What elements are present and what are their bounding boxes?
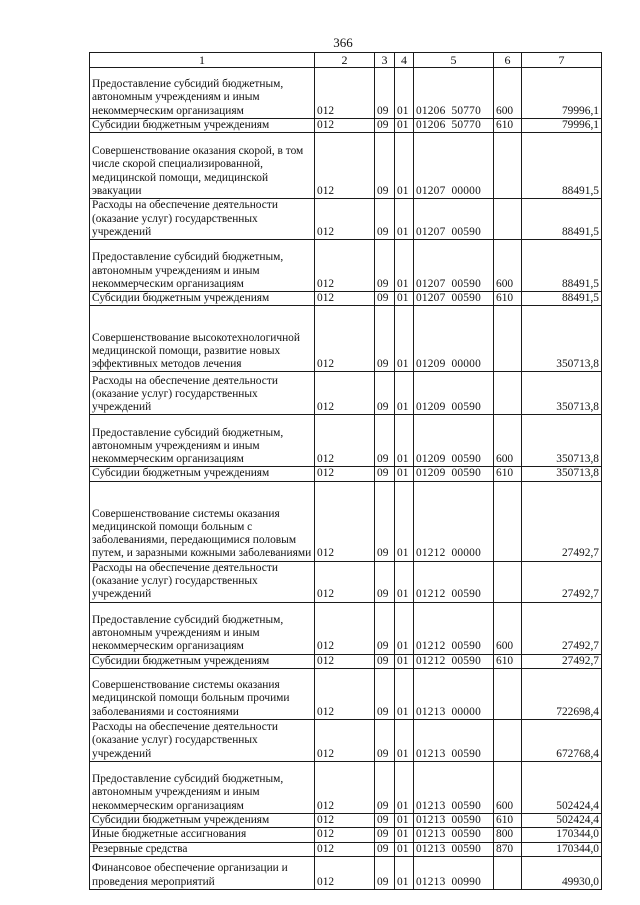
row-section-cell: 09 [375, 481, 395, 561]
target-article-part-b: 00990 [451, 875, 481, 888]
target-article-part-a: 01209 [416, 453, 446, 466]
row-name-cell: Субсидии бюджетным учреждениям [90, 813, 315, 827]
target-article-part-b: 50770 [451, 104, 481, 117]
row-name-cell: Предоставление субсидий бюджетным, автономным учреждениям и иным некоммерческим организациям [90, 68, 315, 119]
table-row [90, 481, 602, 561]
table-row [90, 654, 602, 668]
row-section-cell: 09 [375, 561, 395, 602]
target-article-part-a: 01212 [416, 640, 446, 653]
target-article-part-b: 00590 [451, 842, 481, 855]
target-article-part-b: 00590 [451, 292, 481, 305]
row-subsection-cell: 01 [395, 761, 414, 813]
row-section-cell: 09 [375, 415, 395, 467]
row-expense-type-cell [494, 481, 522, 561]
target-article-part-a: 01212 [416, 547, 446, 560]
row-subsection-cell: 01 [395, 602, 414, 654]
header-col-3: 3 [375, 53, 395, 68]
target-article-part-a: 01206 [416, 119, 446, 131]
row-subsection-cell: 01 [395, 481, 414, 561]
table-row [90, 561, 602, 602]
row-amount-cell: 27492,7 [522, 654, 602, 668]
row-expense-type-cell: 600 [494, 240, 522, 292]
row-target-article-cell [414, 119, 494, 133]
row-subsection-cell: 01 [395, 561, 414, 602]
row-section-cell: 09 [375, 119, 395, 133]
row-subsection-cell: 01 [395, 372, 414, 415]
row-ministry-cell: 012 [315, 240, 375, 292]
target-article-part-a: 01207 [416, 277, 446, 290]
table-row [90, 133, 602, 199]
header-col-2: 2 [315, 53, 375, 68]
row-section-cell: 09 [375, 856, 395, 889]
target-article-part-b: 00590 [451, 467, 481, 480]
row-name-cell: Резервные средства [90, 842, 315, 856]
row-target-article-cell [414, 813, 494, 827]
row-target-article-cell [414, 306, 494, 372]
row-amount-cell: 88491,5 [522, 199, 602, 240]
row-section-cell: 09 [375, 654, 395, 668]
row-subsection-cell: 01 [395, 306, 414, 372]
row-amount-cell: 27492,7 [522, 481, 602, 561]
row-ministry-cell: 012 [315, 68, 375, 119]
row-amount-cell: 79996,1 [522, 119, 602, 133]
row-name-cell: Предоставление субсидий бюджетным, автономным учреждениям и иным некоммерческим организациям [90, 240, 315, 292]
row-subsection-cell: 01 [395, 119, 414, 133]
target-article-part-b: 00000 [451, 705, 481, 718]
target-article-part-b: 00590 [451, 453, 481, 466]
row-name-cell: Совершенствование системы оказания медицинской помощи больным с заболеваниями, передающимися половым путем, и заразными кожными заболеваниями [90, 481, 315, 561]
header-col-1: 1 [90, 53, 315, 68]
row-target-article-cell [414, 467, 494, 481]
row-amount-cell: 502424,4 [522, 813, 602, 827]
row-target-article-cell [414, 828, 494, 842]
row-subsection-cell: 01 [395, 292, 414, 306]
page-number: 366 [333, 35, 353, 50]
table-row [90, 813, 602, 827]
row-subsection-cell: 01 [395, 813, 414, 827]
table-row [90, 719, 602, 761]
row-ministry-cell: 012 [315, 761, 375, 813]
row-ministry-cell: 012 [315, 602, 375, 654]
row-target-article-cell [414, 133, 494, 199]
row-expense-type-cell [494, 306, 522, 372]
row-target-article-cell [414, 372, 494, 415]
target-article-part-a: 01207 [416, 225, 446, 238]
row-name-cell: Финансовое обеспечение организации и проведения мероприятий [90, 856, 315, 889]
row-amount-cell: 502424,4 [522, 761, 602, 813]
row-amount-cell: 88491,5 [522, 240, 602, 292]
table-row [90, 68, 602, 119]
target-article-part-b: 00590 [451, 747, 481, 760]
row-section-cell: 09 [375, 602, 395, 654]
header-col-7: 7 [522, 53, 602, 68]
row-amount-cell: 88491,5 [522, 133, 602, 199]
row-name-cell: Расходы на обеспечение деятельности (оказание услуг) государственных учреждений [90, 561, 315, 602]
row-target-article-cell [414, 240, 494, 292]
target-article-part-a: 01212 [416, 588, 446, 601]
row-ministry-cell: 012 [315, 813, 375, 827]
row-target-article-cell [414, 761, 494, 813]
row-expense-type-cell: 600 [494, 761, 522, 813]
row-subsection-cell: 01 [395, 668, 414, 719]
row-name-cell: Субсидии бюджетным учреждениям [90, 654, 315, 668]
row-amount-cell: 79996,1 [522, 68, 602, 119]
row-name-cell: Совершенствование системы оказания медицинской помощи больным прочими заболеваниями и состояниями [90, 668, 315, 719]
table-row [90, 292, 602, 306]
target-article-part-a: 01207 [416, 185, 446, 197]
row-name-cell: Расходы на обеспечение деятельности (оказание услуг) государственных учреждений [90, 199, 315, 240]
row-amount-cell: 170344,0 [522, 828, 602, 842]
table-row [90, 828, 602, 842]
row-section-cell: 09 [375, 292, 395, 306]
row-target-article-cell [414, 654, 494, 668]
row-name-cell: Расходы на обеспечение деятельности (оказание услуг) государственных учреждений [90, 372, 315, 415]
row-target-article-cell [414, 481, 494, 561]
target-article-part-b: 50770 [451, 119, 481, 131]
row-expense-type-cell [494, 719, 522, 761]
row-target-article-cell [414, 415, 494, 467]
row-amount-cell: 722698,4 [522, 668, 602, 719]
row-ministry-cell: 012 [315, 467, 375, 481]
row-expense-type-cell: 610 [494, 292, 522, 306]
table-row [90, 602, 602, 654]
header-col-6: 6 [494, 53, 522, 68]
target-article-part-a: 01209 [416, 467, 446, 480]
table-body [90, 68, 602, 890]
row-target-article-cell [414, 842, 494, 856]
row-ministry-cell: 012 [315, 306, 375, 372]
row-ministry-cell: 012 [315, 119, 375, 133]
row-name-cell: Совершенствование оказания скорой, в том числе скорой специализированной, медицинской помощи, медицинской эвакуации [90, 133, 315, 199]
row-amount-cell: 350713,8 [522, 415, 602, 467]
target-article-part-a: 01213 [416, 705, 446, 718]
header-row [90, 53, 602, 68]
table-row [90, 668, 602, 719]
row-section-cell: 09 [375, 842, 395, 856]
row-ministry-cell: 012 [315, 292, 375, 306]
row-ministry-cell: 012 [315, 654, 375, 668]
row-name-cell: Совершенствование высокотехнологичной медицинской помощи, развитие новых эффективных методов лечения [90, 306, 315, 372]
row-subsection-cell: 01 [395, 856, 414, 889]
budget-table [89, 52, 602, 890]
row-ministry-cell: 012 [315, 133, 375, 199]
row-name-cell: Субсидии бюджетным учреждениям [90, 467, 315, 481]
target-article-part-a: 01213 [416, 813, 446, 826]
row-ministry-cell: 012 [315, 828, 375, 842]
target-article-part-a: 01209 [416, 401, 446, 414]
table-row [90, 119, 602, 133]
row-ministry-cell: 012 [315, 561, 375, 602]
row-name-cell: Предоставление субсидий бюджетным, автономным учреждениям и иным некоммерческим организациям [90, 761, 315, 813]
row-expense-type-cell: 870 [494, 842, 522, 856]
row-ministry-cell: 012 [315, 842, 375, 856]
row-ministry-cell: 012 [315, 481, 375, 561]
row-ministry-cell: 012 [315, 372, 375, 415]
table-row [90, 856, 602, 889]
row-name-cell: Расходы на обеспечение деятельности (оказание услуг) государственных учреждений [90, 719, 315, 761]
target-article-part-b: 00590 [451, 640, 481, 653]
row-amount-cell: 350713,8 [522, 372, 602, 415]
row-amount-cell: 672768,4 [522, 719, 602, 761]
target-article-part-b: 00590 [451, 588, 481, 601]
row-subsection-cell: 01 [395, 199, 414, 240]
row-amount-cell: 27492,7 [522, 602, 602, 654]
row-expense-type-cell [494, 133, 522, 199]
table-row [90, 761, 602, 813]
row-section-cell: 09 [375, 240, 395, 292]
row-amount-cell: 350713,8 [522, 467, 602, 481]
row-expense-type-cell: 600 [494, 602, 522, 654]
row-target-article-cell [414, 68, 494, 119]
target-article-part-a: 01207 [416, 292, 446, 305]
target-article-part-b: 00590 [451, 277, 481, 290]
header-col-5: 5 [414, 53, 494, 68]
row-section-cell: 09 [375, 828, 395, 842]
row-section-cell: 09 [375, 813, 395, 827]
target-article-part-b: 00590 [451, 401, 481, 414]
row-section-cell: 09 [375, 719, 395, 761]
table-row [90, 306, 602, 372]
row-expense-type-cell: 600 [494, 415, 522, 467]
table-row [90, 372, 602, 415]
table-row [90, 842, 602, 856]
row-subsection-cell: 01 [395, 133, 414, 199]
table-row [90, 467, 602, 481]
row-ministry-cell: 012 [315, 719, 375, 761]
row-target-article-cell [414, 602, 494, 654]
row-section-cell: 09 [375, 306, 395, 372]
target-article-part-b: 00590 [451, 799, 481, 812]
target-article-part-a: 01206 [416, 104, 446, 117]
table-row [90, 415, 602, 467]
table-row [90, 199, 602, 240]
row-subsection-cell: 01 [395, 842, 414, 856]
row-name-cell: Иные бюджетные ассигнования [90, 828, 315, 842]
row-ministry-cell: 012 [315, 199, 375, 240]
target-article-part-b: 00590 [451, 225, 481, 238]
row-subsection-cell: 01 [395, 467, 414, 481]
row-expense-type-cell: 610 [494, 813, 522, 827]
row-amount-cell: 49930,0 [522, 856, 602, 889]
row-target-article-cell [414, 561, 494, 602]
row-subsection-cell: 01 [395, 240, 414, 292]
target-article-part-a: 01213 [416, 747, 446, 760]
row-expense-type-cell: 610 [494, 119, 522, 133]
target-article-part-b: 00590 [451, 813, 481, 826]
target-article-part-a: 01213 [416, 828, 446, 841]
row-expense-type-cell: 600 [494, 68, 522, 119]
target-article-part-a: 01209 [416, 358, 446, 371]
row-subsection-cell: 01 [395, 828, 414, 842]
row-amount-cell: 88491,5 [522, 292, 602, 306]
row-expense-type-cell [494, 561, 522, 602]
row-amount-cell: 350713,8 [522, 306, 602, 372]
target-article-part-a: 01212 [416, 654, 446, 667]
row-name-cell: Субсидии бюджетным учреждениям [90, 292, 315, 306]
row-subsection-cell: 01 [395, 68, 414, 119]
header-col-4: 4 [395, 53, 414, 68]
row-expense-type-cell [494, 199, 522, 240]
row-section-cell: 09 [375, 761, 395, 813]
row-section-cell: 09 [375, 372, 395, 415]
row-expense-type-cell: 610 [494, 654, 522, 668]
row-ministry-cell: 012 [315, 668, 375, 719]
target-article-part-a: 01213 [416, 842, 446, 855]
target-article-part-b: 00590 [451, 828, 481, 841]
row-expense-type-cell: 610 [494, 467, 522, 481]
row-expense-type-cell: 800 [494, 828, 522, 842]
row-name-cell: Субсидии бюджетным учреждениям [90, 119, 315, 133]
row-section-cell: 09 [375, 133, 395, 199]
target-article-part-b: 00000 [451, 358, 481, 371]
row-ministry-cell: 012 [315, 856, 375, 889]
row-name-cell: Предоставление субсидий бюджетным, автономным учреждениям и иным некоммерческим организациям [90, 415, 315, 467]
row-target-article-cell [414, 668, 494, 719]
row-section-cell: 09 [375, 68, 395, 119]
row-subsection-cell: 01 [395, 719, 414, 761]
row-subsection-cell: 01 [395, 654, 414, 668]
row-target-article-cell [414, 719, 494, 761]
row-ministry-cell: 012 [315, 415, 375, 467]
table-row [90, 240, 602, 292]
row-section-cell: 09 [375, 199, 395, 240]
row-amount-cell: 170344,0 [522, 842, 602, 856]
row-section-cell: 09 [375, 668, 395, 719]
target-article-part-b: 00590 [451, 654, 481, 667]
target-article-part-b: 00000 [451, 185, 481, 197]
row-target-article-cell [414, 856, 494, 889]
row-name-cell: Предоставление субсидий бюджетным, автономным учреждениям и иным некоммерческим организациям [90, 602, 315, 654]
row-expense-type-cell [494, 372, 522, 415]
target-article-part-a: 01213 [416, 875, 446, 888]
row-expense-type-cell [494, 856, 522, 889]
row-target-article-cell [414, 199, 494, 240]
row-expense-type-cell [494, 668, 522, 719]
target-article-part-a: 01213 [416, 799, 446, 812]
row-amount-cell: 27492,7 [522, 561, 602, 602]
target-article-part-b: 00000 [451, 547, 481, 560]
row-target-article-cell [414, 292, 494, 306]
row-subsection-cell: 01 [395, 415, 414, 467]
row-section-cell: 09 [375, 467, 395, 481]
